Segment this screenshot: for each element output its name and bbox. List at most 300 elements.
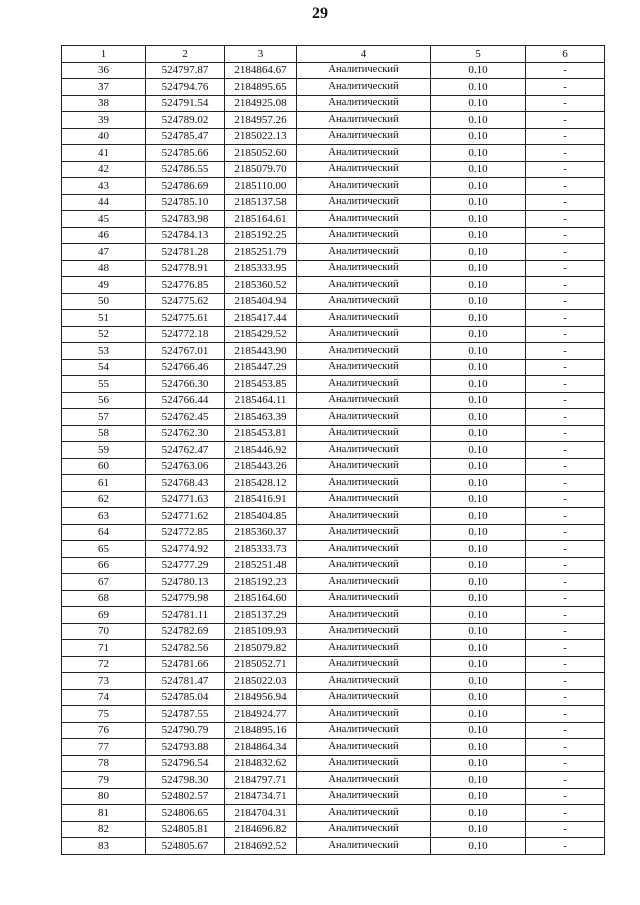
method-cell: Аналитический [297,227,431,244]
accuracy-cell: 0.10 [431,442,526,459]
method-cell: Аналитический [297,475,431,492]
y-coordinate-cell: 2185079.82 [225,640,297,657]
note-cell: - [526,805,605,822]
column-header-3: 3 [225,46,297,63]
x-coordinate-cell: 524787.55 [146,706,225,723]
note-cell: - [526,376,605,393]
accuracy-cell: 0.10 [431,145,526,162]
note-cell: - [526,788,605,805]
table-row [62,359,605,376]
point-number-cell: 48 [62,260,146,277]
y-coordinate-cell: 2184864.67 [225,62,297,79]
x-coordinate-cell: 524766.44 [146,392,225,409]
x-coordinate-cell: 524771.63 [146,491,225,508]
table-row [62,112,605,129]
note-cell: - [526,475,605,492]
accuracy-cell: 0.10 [431,79,526,96]
accuracy-cell: 0.10 [431,722,526,739]
point-number-cell: 65 [62,541,146,558]
method-cell: Аналитический [297,326,431,343]
y-coordinate-cell: 2185428.12 [225,475,297,492]
point-number-cell: 73 [62,673,146,690]
method-cell: Аналитический [297,706,431,723]
y-coordinate-cell: 2185192.23 [225,574,297,591]
accuracy-cell: 0.10 [431,491,526,508]
y-coordinate-cell: 2185453.85 [225,376,297,393]
point-number-cell: 79 [62,772,146,789]
note-cell: - [526,161,605,178]
x-coordinate-cell: 524796.54 [146,755,225,772]
method-cell: Аналитический [297,623,431,640]
method-cell: Аналитический [297,640,431,657]
accuracy-cell: 0.10 [431,277,526,294]
point-number-cell: 38 [62,95,146,112]
note-cell: - [526,656,605,673]
accuracy-cell: 0.10 [431,640,526,657]
accuracy-cell: 0.10 [431,409,526,426]
method-cell: Аналитический [297,656,431,673]
point-number-cell: 44 [62,194,146,211]
accuracy-cell: 0.10 [431,557,526,574]
point-number-cell: 68 [62,590,146,607]
note-cell: - [526,326,605,343]
accuracy-cell: 0.10 [431,392,526,409]
point-number-cell: 67 [62,574,146,591]
table-row [62,194,605,211]
accuracy-cell: 0.10 [431,590,526,607]
note-cell: - [526,442,605,459]
method-cell: Аналитический [297,128,431,145]
method-cell: Аналитический [297,722,431,739]
note-cell: - [526,524,605,541]
note-cell: - [526,722,605,739]
accuracy-cell: 0.10 [431,211,526,228]
accuracy-cell: 0.10 [431,343,526,360]
table-row [62,722,605,739]
table-row [62,706,605,723]
table-row [62,293,605,310]
method-cell: Аналитический [297,508,431,525]
note-cell: - [526,838,605,855]
method-cell: Аналитический [297,821,431,838]
x-coordinate-cell: 524780.13 [146,574,225,591]
x-coordinate-cell: 524782.56 [146,640,225,657]
x-coordinate-cell: 524776.85 [146,277,225,294]
table-row [62,326,605,343]
table-row [62,310,605,327]
note-cell: - [526,425,605,442]
accuracy-cell: 0.10 [431,161,526,178]
accuracy-cell: 0.10 [431,524,526,541]
point-number-cell: 72 [62,656,146,673]
note-cell: - [526,227,605,244]
accuracy-cell: 0.10 [431,260,526,277]
y-coordinate-cell: 2185446.92 [225,442,297,459]
point-number-cell: 76 [62,722,146,739]
table-row [62,128,605,145]
method-cell: Аналитический [297,541,431,558]
y-coordinate-cell: 2185333.73 [225,541,297,558]
method-cell: Аналитический [297,673,431,690]
accuracy-cell: 0.10 [431,821,526,838]
y-coordinate-cell: 2184924.77 [225,706,297,723]
x-coordinate-cell: 524763.06 [146,458,225,475]
method-cell: Аналитический [297,772,431,789]
note-cell: - [526,739,605,756]
x-coordinate-cell: 524766.46 [146,359,225,376]
note-cell: - [526,557,605,574]
y-coordinate-cell: 2185429.52 [225,326,297,343]
table-row [62,755,605,772]
y-coordinate-cell: 2184895.65 [225,79,297,96]
y-coordinate-cell: 2184797.71 [225,772,297,789]
method-cell: Аналитический [297,442,431,459]
point-number-cell: 75 [62,706,146,723]
note-cell: - [526,640,605,657]
method-cell: Аналитический [297,755,431,772]
x-coordinate-cell: 524791.54 [146,95,225,112]
point-number-cell: 83 [62,838,146,855]
table-row [62,491,605,508]
table-row [62,788,605,805]
accuracy-cell: 0.10 [431,574,526,591]
method-cell: Аналитический [297,161,431,178]
method-cell: Аналитический [297,178,431,195]
table-row [62,458,605,475]
method-cell: Аналитический [297,62,431,79]
y-coordinate-cell: 2185251.79 [225,244,297,261]
table-row [62,772,605,789]
table-row [62,161,605,178]
table-row [62,62,605,79]
note-cell: - [526,260,605,277]
y-coordinate-cell: 2185417.44 [225,310,297,327]
y-coordinate-cell: 2184895.16 [225,722,297,739]
method-cell: Аналитический [297,359,431,376]
table-row [62,425,605,442]
note-cell: - [526,128,605,145]
column-header-4: 4 [297,46,431,63]
note-cell: - [526,706,605,723]
method-cell: Аналитический [297,425,431,442]
point-number-cell: 53 [62,343,146,360]
x-coordinate-cell: 524781.11 [146,607,225,624]
x-coordinate-cell: 524797.87 [146,62,225,79]
accuracy-cell: 0.10 [431,541,526,558]
point-number-cell: 58 [62,425,146,442]
x-coordinate-cell: 524784.13 [146,227,225,244]
note-cell: - [526,541,605,558]
x-coordinate-cell: 524777.29 [146,557,225,574]
x-coordinate-cell: 524789.02 [146,112,225,129]
point-number-cell: 82 [62,821,146,838]
note-cell: - [526,293,605,310]
y-coordinate-cell: 2185109.93 [225,623,297,640]
x-coordinate-cell: 524783.98 [146,211,225,228]
y-coordinate-cell: 2184957.26 [225,112,297,129]
accuracy-cell: 0.10 [431,62,526,79]
note-cell: - [526,590,605,607]
method-cell: Аналитический [297,491,431,508]
x-coordinate-cell: 524802.57 [146,788,225,805]
y-coordinate-cell: 2185079.70 [225,161,297,178]
method-cell: Аналитический [297,112,431,129]
point-number-cell: 81 [62,805,146,822]
accuracy-cell: 0.10 [431,310,526,327]
x-coordinate-cell: 524785.04 [146,689,225,706]
x-coordinate-cell: 524768.43 [146,475,225,492]
accuracy-cell: 0.10 [431,788,526,805]
table-row [62,244,605,261]
x-coordinate-cell: 524771.62 [146,508,225,525]
note-cell: - [526,821,605,838]
accuracy-cell: 0.10 [431,475,526,492]
point-number-cell: 69 [62,607,146,624]
note-cell: - [526,508,605,525]
method-cell: Аналитический [297,293,431,310]
table-row [62,541,605,558]
y-coordinate-cell: 2185192.25 [225,227,297,244]
accuracy-cell: 0.10 [431,772,526,789]
y-coordinate-cell: 2185464.11 [225,392,297,409]
point-number-cell: 61 [62,475,146,492]
table-header-row [62,46,605,63]
x-coordinate-cell: 524793.88 [146,739,225,756]
point-number-cell: 54 [62,359,146,376]
x-coordinate-cell: 524779.98 [146,590,225,607]
accuracy-cell: 0.10 [431,656,526,673]
x-coordinate-cell: 524775.61 [146,310,225,327]
table-row [62,574,605,591]
y-coordinate-cell: 2185137.29 [225,607,297,624]
method-cell: Аналитический [297,260,431,277]
x-coordinate-cell: 524762.45 [146,409,225,426]
point-number-cell: 47 [62,244,146,261]
column-header-1: 1 [62,46,146,63]
accuracy-cell: 0.10 [431,623,526,640]
coordinates-table [61,45,605,855]
accuracy-cell: 0.10 [431,244,526,261]
y-coordinate-cell: 2184956.94 [225,689,297,706]
table-row [62,277,605,294]
method-cell: Аналитический [297,607,431,624]
point-number-cell: 74 [62,689,146,706]
y-coordinate-cell: 2185251.48 [225,557,297,574]
method-cell: Аналитический [297,79,431,96]
point-number-cell: 62 [62,491,146,508]
y-coordinate-cell: 2185416.91 [225,491,297,508]
point-number-cell: 77 [62,739,146,756]
accuracy-cell: 0.10 [431,755,526,772]
note-cell: - [526,574,605,591]
y-coordinate-cell: 2185404.94 [225,293,297,310]
y-coordinate-cell: 2185360.37 [225,524,297,541]
table-row [62,557,605,574]
accuracy-cell: 0.10 [431,689,526,706]
x-coordinate-cell: 524790.79 [146,722,225,739]
accuracy-cell: 0.10 [431,706,526,723]
point-number-cell: 43 [62,178,146,195]
note-cell: - [526,310,605,327]
x-coordinate-cell: 524805.81 [146,821,225,838]
method-cell: Аналитический [297,194,431,211]
method-cell: Аналитический [297,376,431,393]
x-coordinate-cell: 524805.67 [146,838,225,855]
point-number-cell: 37 [62,79,146,96]
table-row [62,211,605,228]
point-number-cell: 64 [62,524,146,541]
y-coordinate-cell: 2184692.52 [225,838,297,855]
point-number-cell: 59 [62,442,146,459]
table-body [62,62,605,854]
y-coordinate-cell: 2184704.31 [225,805,297,822]
y-coordinate-cell: 2185333.95 [225,260,297,277]
point-number-cell: 52 [62,326,146,343]
method-cell: Аналитический [297,838,431,855]
method-cell: Аналитический [297,277,431,294]
note-cell: - [526,277,605,294]
x-coordinate-cell: 524775.62 [146,293,225,310]
table-row [62,607,605,624]
accuracy-cell: 0.10 [431,293,526,310]
x-coordinate-cell: 524785.10 [146,194,225,211]
note-cell: - [526,359,605,376]
x-coordinate-cell: 524781.28 [146,244,225,261]
y-coordinate-cell: 2185110.00 [225,178,297,195]
method-cell: Аналитический [297,557,431,574]
y-coordinate-cell: 2185022.03 [225,673,297,690]
accuracy-cell: 0.10 [431,838,526,855]
note-cell: - [526,244,605,261]
point-number-cell: 80 [62,788,146,805]
table-row [62,673,605,690]
table-row [62,640,605,657]
x-coordinate-cell: 524781.66 [146,656,225,673]
accuracy-cell: 0.10 [431,112,526,129]
x-coordinate-cell: 524786.55 [146,161,225,178]
accuracy-cell: 0.10 [431,458,526,475]
point-number-cell: 66 [62,557,146,574]
x-coordinate-cell: 524782.69 [146,623,225,640]
y-coordinate-cell: 2185443.26 [225,458,297,475]
accuracy-cell: 0.10 [431,607,526,624]
table-row [62,79,605,96]
note-cell: - [526,343,605,360]
note-cell: - [526,95,605,112]
point-number-cell: 56 [62,392,146,409]
note-cell: - [526,409,605,426]
x-coordinate-cell: 524785.47 [146,128,225,145]
y-coordinate-cell: 2185453.81 [225,425,297,442]
table-row [62,689,605,706]
note-cell: - [526,145,605,162]
x-coordinate-cell: 524772.85 [146,524,225,541]
point-number-cell: 55 [62,376,146,393]
table-row [62,739,605,756]
method-cell: Аналитический [297,458,431,475]
table-row [62,838,605,855]
point-number-cell: 39 [62,112,146,129]
y-coordinate-cell: 2185447.29 [225,359,297,376]
y-coordinate-cell: 2185137.58 [225,194,297,211]
method-cell: Аналитический [297,524,431,541]
note-cell: - [526,673,605,690]
point-number-cell: 50 [62,293,146,310]
method-cell: Аналитический [297,211,431,228]
y-coordinate-cell: 2184925.08 [225,95,297,112]
accuracy-cell: 0.10 [431,805,526,822]
table-row [62,475,605,492]
accuracy-cell: 0.10 [431,326,526,343]
accuracy-cell: 0.10 [431,376,526,393]
x-coordinate-cell: 524772.18 [146,326,225,343]
y-coordinate-cell: 2185022.13 [225,128,297,145]
x-coordinate-cell: 524786.69 [146,178,225,195]
point-number-cell: 60 [62,458,146,475]
point-number-cell: 57 [62,409,146,426]
x-coordinate-cell: 524778.91 [146,260,225,277]
accuracy-cell: 0.10 [431,194,526,211]
method-cell: Аналитический [297,310,431,327]
accuracy-cell: 0.10 [431,95,526,112]
x-coordinate-cell: 524794.76 [146,79,225,96]
note-cell: - [526,392,605,409]
accuracy-cell: 0.10 [431,739,526,756]
point-number-cell: 40 [62,128,146,145]
accuracy-cell: 0.10 [431,508,526,525]
accuracy-cell: 0.10 [431,178,526,195]
y-coordinate-cell: 2185463.39 [225,409,297,426]
y-coordinate-cell: 2184734.71 [225,788,297,805]
note-cell: - [526,623,605,640]
note-cell: - [526,491,605,508]
table-row [62,260,605,277]
point-number-cell: 51 [62,310,146,327]
point-number-cell: 41 [62,145,146,162]
table-row [62,508,605,525]
table-row [62,409,605,426]
y-coordinate-cell: 2185443.90 [225,343,297,360]
note-cell: - [526,772,605,789]
method-cell: Аналитический [297,392,431,409]
table-row [62,524,605,541]
accuracy-cell: 0.10 [431,425,526,442]
table-row [62,623,605,640]
method-cell: Аналитический [297,590,431,607]
point-number-cell: 78 [62,755,146,772]
table-row [62,392,605,409]
method-cell: Аналитический [297,145,431,162]
x-coordinate-cell: 524774.92 [146,541,225,558]
page-number: 29 [312,5,328,22]
y-coordinate-cell: 2184696.82 [225,821,297,838]
y-coordinate-cell: 2185164.60 [225,590,297,607]
table-row [62,821,605,838]
table-row [62,590,605,607]
point-number-cell: 63 [62,508,146,525]
method-cell: Аналитический [297,244,431,261]
table-row [62,376,605,393]
x-coordinate-cell: 524781.47 [146,673,225,690]
note-cell: - [526,178,605,195]
note-cell: - [526,607,605,624]
point-number-cell: 36 [62,62,146,79]
y-coordinate-cell: 2184864.34 [225,739,297,756]
x-coordinate-cell: 524762.47 [146,442,225,459]
point-number-cell: 45 [62,211,146,228]
y-coordinate-cell: 2185164.61 [225,211,297,228]
accuracy-cell: 0.10 [431,128,526,145]
